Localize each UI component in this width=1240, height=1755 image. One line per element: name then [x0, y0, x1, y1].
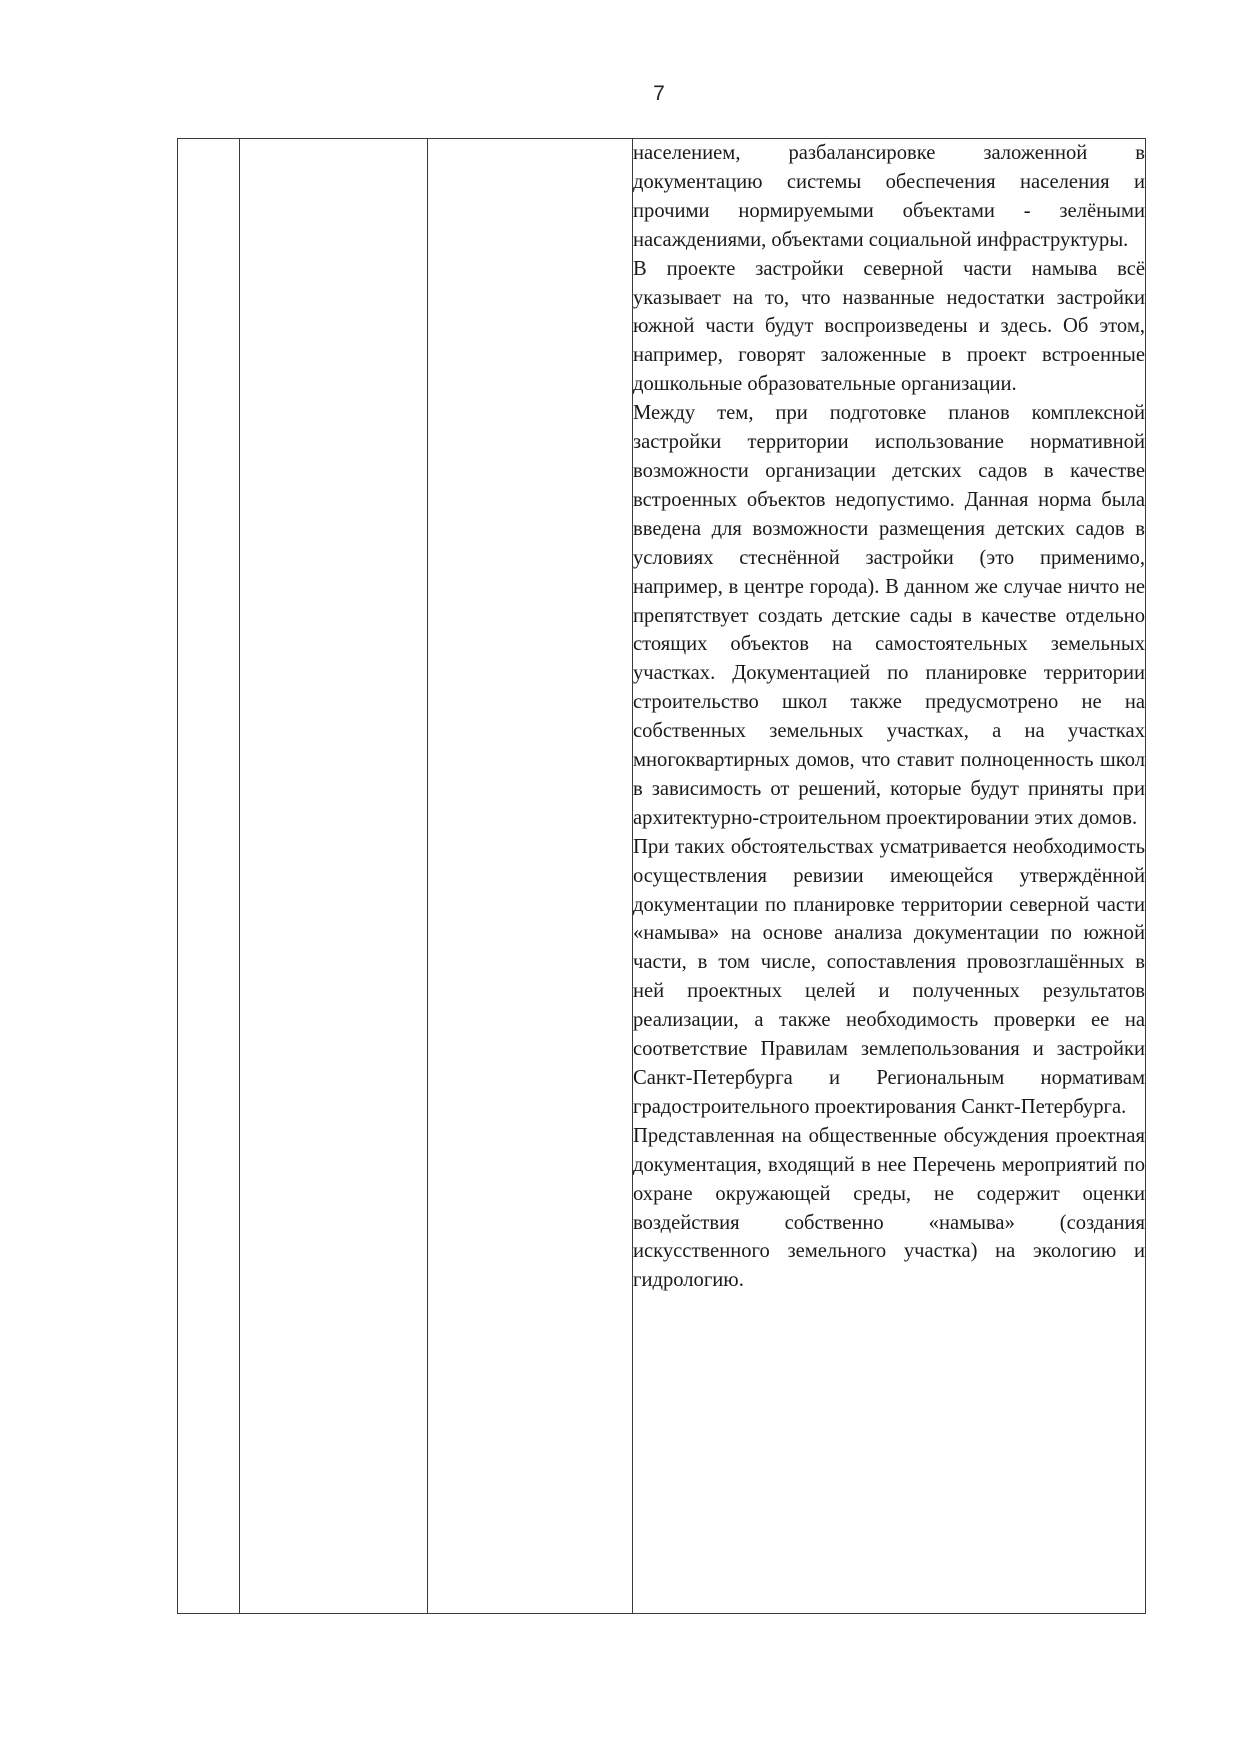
table-row — [178, 139, 1146, 1614]
table-cell-col1 — [178, 139, 240, 1614]
table-cell-col2 — [240, 139, 428, 1614]
table-cell-text — [633, 139, 1146, 1614]
paragraph-4: При таких обстоятельствах усматривается необходимость осуществления ревизии имеющейся утверждённой документации по планировке территории северной части «намыва» на основе анализа документации по южной части, в том числе, сопоставления провозглашённых в ней проектных целей и полученных результатов реализации, а также необходимость проверки ее на соответствие Правилам землепользования и застройки Санкт-Петербурга и Региональным нормативам градостроительного проектирования Санкт-Петербурга. — [633, 835, 1145, 1118]
table-cell-col3 — [428, 139, 633, 1614]
document-table — [177, 138, 1146, 1614]
paragraph-5: Представленная на общественные обсуждения проектная документация, входящий в нее Перечень мероприятий по охране окружающей среды, не содержит оценки воздействия собственно «намыва» (создания искусственного земельного участка) на экологию и гидрологию. — [633, 1124, 1145, 1292]
page-number: 7 — [653, 82, 665, 105]
paragraph-3: Между тем, при подготовке планов комплексной застройки территории использование нормативной возможности организации детских садов в качестве встроенных объектов недопустимо. Данная норма была введена для возможности размещения детских садов в условиях стеснённой застройки (это применимо, например, в центре города). В данном же случае ничто не препятствует создать детские сады в качестве отдельно стоящих объектов на самостоятельных земельных участках. Документацией по планировке территории строительство школ также предусмотрено не на собственных земельных участках, а на участках многоквартирных домов, что ставит полноценность школ в зависимость от решений, которые будут приняты при архитектурно-строительном проектировании этих домов. — [633, 402, 1145, 829]
paragraph-2: В проекте застройки северной части намыва всё указывает на то, что названные недостатки застройки южной части будут воспроизведены и здесь. Об этом, например, говорят заложенные в проект встроенные дошкольные образовательные организации. — [633, 257, 1145, 396]
paragraph-1: населением, разбалансировке заложенной в документацию системы обеспечения населения и прочими нормируемыми объектами - зелёными насаждениями, объектами социальной инфраструктуры. — [633, 142, 1145, 251]
